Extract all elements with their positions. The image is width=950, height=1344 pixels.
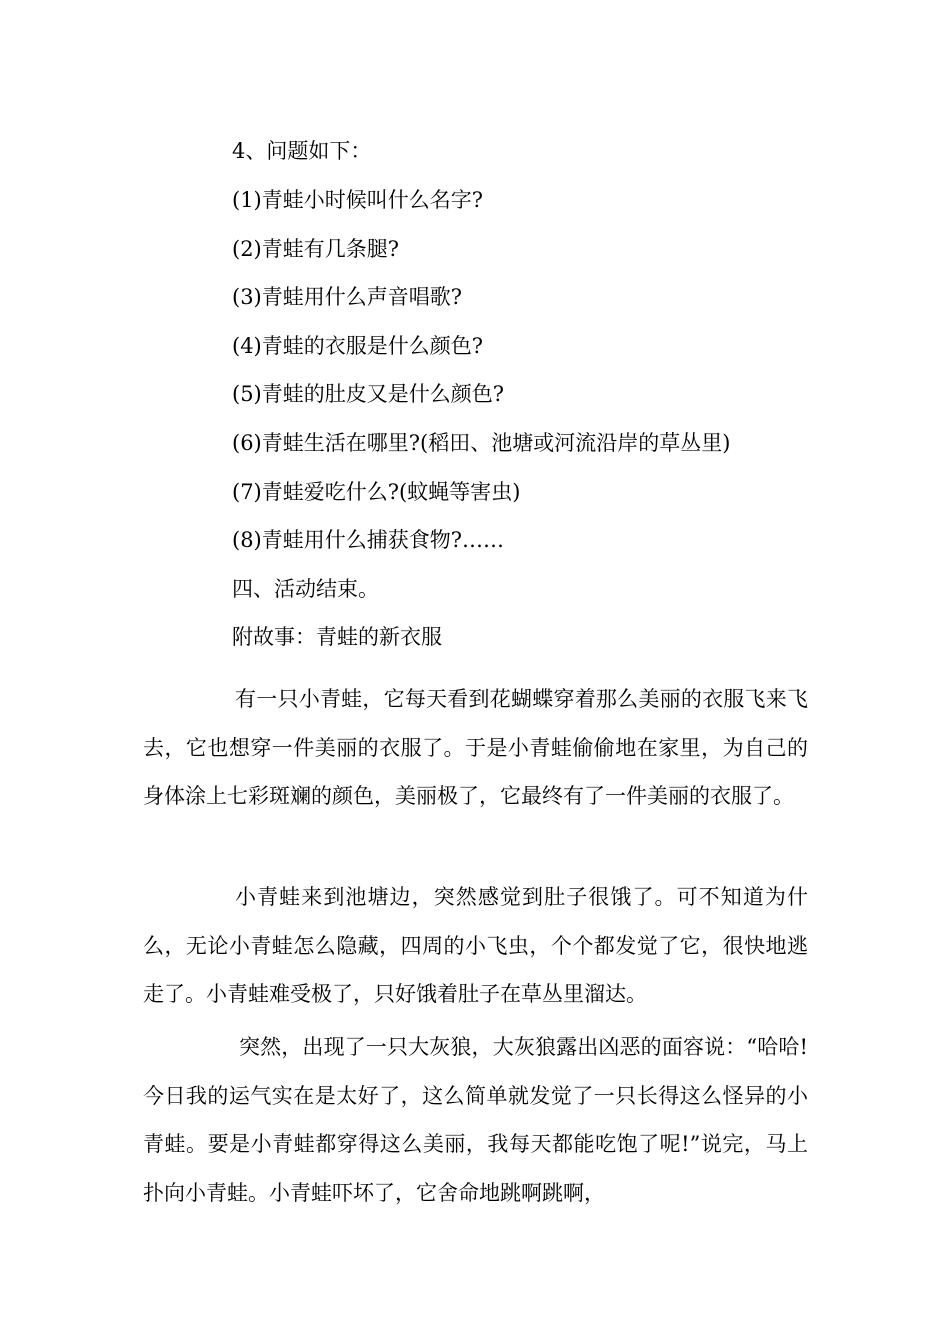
question-item: (1)青蛙小时候叫什么名字? [232,188,484,212]
question-item: (5)青蛙的肚皮又是什么颜色? [232,382,505,406]
story-paragraph: 有一只小青蛙，它每天看到花蝴蝶穿着那么美丽的衣服飞来飞去，它也想穿一件美丽的衣服了。于是小青蛙偷偷地在家里，为自己的身体涂上七彩斑斓的颜色，美丽极了，它最终有了一件美丽的衣服了。 [143,687,808,808]
question-item: (3)青蛙用什么声音唱歌? [232,285,463,309]
section-heading: 四、活动结束。 [232,577,379,601]
question-item: (2)青蛙有几条腿? [232,237,400,261]
question-item: (6)青蛙生活在哪里?(稻田、池塘或河流沿岸的草丛里) [232,431,731,455]
question-item: (7)青蛙爱吃什么?(蚊蝇等害虫) [232,480,521,504]
story-paragraph: 突然，出现了一只大灰狼，大灰狼露出凶恶的面容说：“哈哈!今日我的运气实在是太好了，这么简单就发觉了一只长得这么怪异的小青蛙。要是小青蛙都穿得这么美丽，我每天都能吃饱了呢!”说完，马上扑向小青蛙。小青蛙吓坏了，它舍命地跳啊跳啊， [143,1035,808,1205]
question-heading: 4、问题如下： [232,139,372,163]
appendix-title: 附故事：青蛙的新衣服 [232,625,442,649]
story-paragraph: 小青蛙来到池塘边，突然感觉到肚子很饿了。可不知道为什么，无论小青蛙怎么隐藏，四周的小飞虫，个个都发觉了它，很快地逃走了。小青蛙难受极了，只好饿着肚子在草丛里溜达。 [143,885,808,1006]
question-item: (4)青蛙的衣服是什么颜色? [232,334,484,358]
question-item: (8)青蛙用什么捕获食物?…… [232,528,505,552]
